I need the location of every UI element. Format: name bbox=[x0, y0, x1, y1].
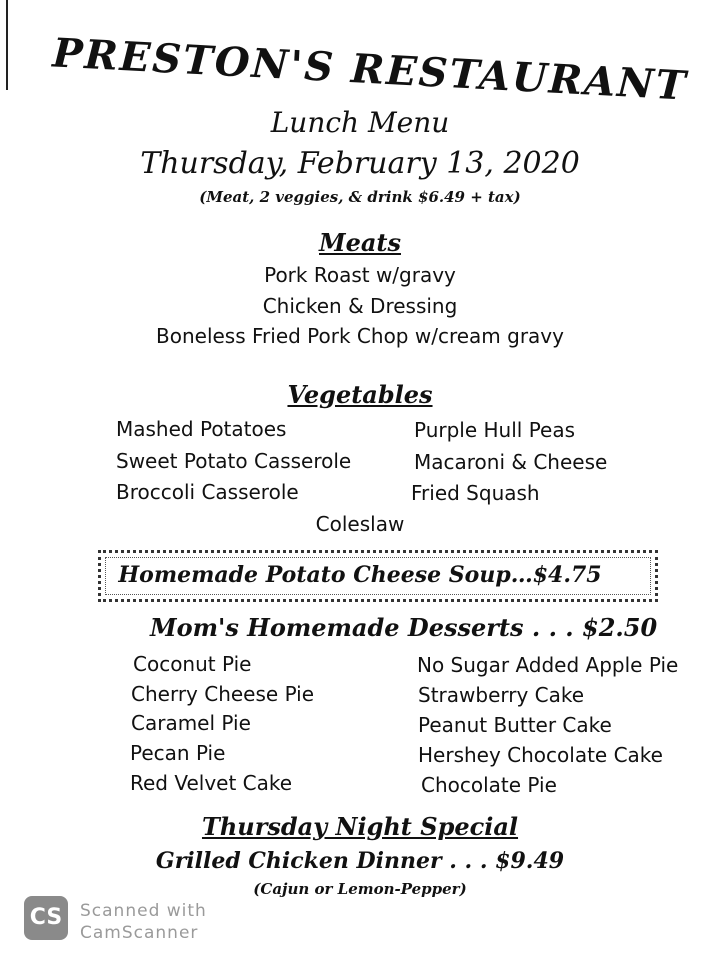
meat-item: Pork Roast w/gravy bbox=[264, 263, 456, 287]
special-heading: Thursday Night Special bbox=[201, 812, 519, 841]
desserts-heading: Mom's Homemade Desserts . . . $2.50 bbox=[150, 613, 658, 642]
vegetables-heading: Vegetables bbox=[287, 380, 433, 409]
meats-heading: Meats bbox=[319, 228, 401, 257]
vegetable-item: Macaroni & Cheese bbox=[414, 450, 608, 474]
menu-date: Thursday, February 13, 2020 bbox=[140, 146, 580, 181]
camscanner-watermark bbox=[80, 900, 207, 944]
meat-item: Chicken & Dressing bbox=[262, 294, 458, 318]
watermark-line-2: CamScanner bbox=[80, 923, 199, 943]
scan-edge-line bbox=[6, 0, 8, 90]
vegetable-item: Sweet Potato Casserole bbox=[116, 449, 352, 473]
dessert-item: Hershey Chocolate Cake bbox=[418, 743, 663, 767]
restaurant-title: PRESTON'S RESTAURANT bbox=[51, 29, 689, 110]
vegetable-item: Broccoli Casserole bbox=[116, 480, 299, 504]
dessert-item: No Sugar Added Apple Pie bbox=[417, 653, 679, 677]
special-note: (Cajun or Lemon-Pepper) bbox=[253, 880, 467, 898]
vegetable-item: Mashed Potatoes bbox=[116, 417, 287, 441]
watermark-line-1: Scanned with bbox=[80, 901, 207, 921]
camscanner-logo-icon: CS bbox=[24, 896, 68, 940]
dessert-item: Coconut Pie bbox=[133, 652, 252, 676]
dessert-item: Caramel Pie bbox=[131, 711, 251, 735]
special-item: Grilled Chicken Dinner . . . $9.49 bbox=[155, 848, 565, 874]
vegetable-item: Purple Hull Peas bbox=[414, 418, 576, 442]
dessert-item: Strawberry Cake bbox=[418, 683, 585, 707]
meat-item: Boneless Fried Pork Chop w/cream gravy bbox=[156, 324, 564, 348]
dessert-item: Red Velvet Cake bbox=[130, 771, 293, 795]
soup-item: Homemade Potato Cheese Soup…$4.75 bbox=[118, 562, 602, 588]
dessert-item: Pecan Pie bbox=[130, 741, 226, 765]
dessert-item: Cherry Cheese Pie bbox=[131, 682, 315, 706]
dessert-item: Chocolate Pie bbox=[421, 773, 557, 797]
lunch-price-note: (Meat, 2 veggies, & drink $6.49 + tax) bbox=[199, 188, 521, 206]
menu-subtitle: Lunch Menu bbox=[270, 106, 450, 139]
vegetable-item: Fried Squash bbox=[411, 481, 540, 505]
dessert-item: Peanut Butter Cake bbox=[418, 713, 612, 737]
vegetable-item-coleslaw: Coleslaw bbox=[315, 512, 405, 536]
